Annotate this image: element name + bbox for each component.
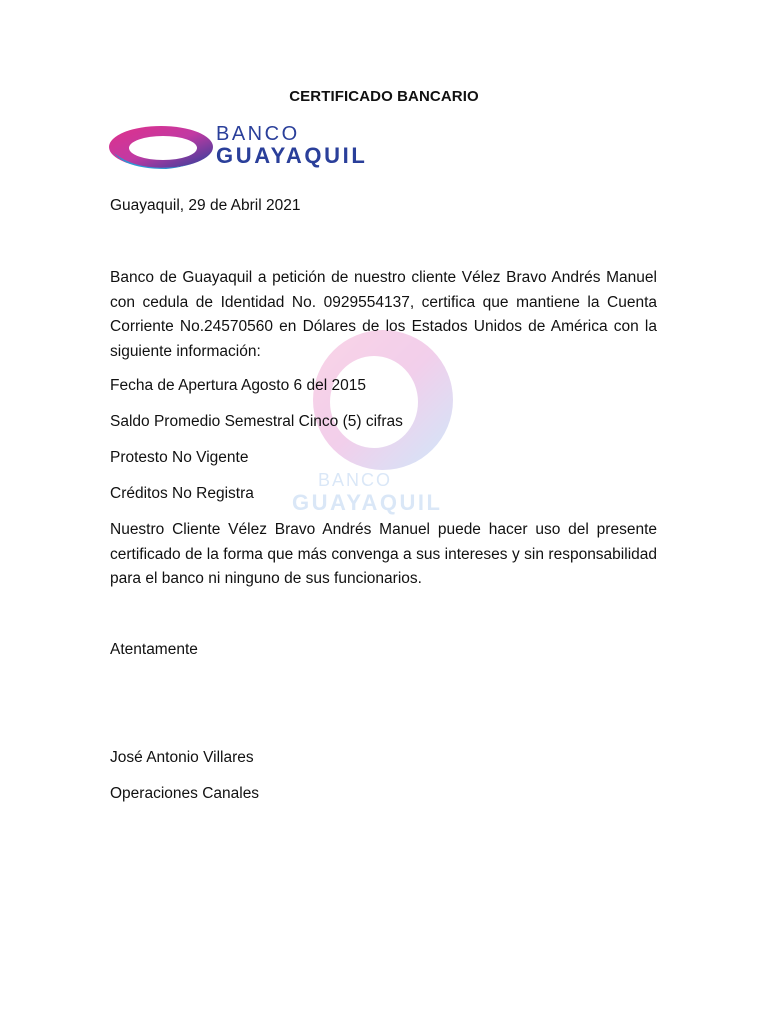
page-title: CERTIFICADO BANCARIO [289,88,479,105]
signatory-role: Operaciones Canales [110,785,260,802]
bank-logo-ring-icon [106,123,216,173]
detail-opening-date: Fecha de Apertura Agosto 6 del 2015 [110,377,366,394]
bank-logo-text-line2: GUAYAQUIL [216,143,368,168]
detail-protest: Protesto No Vigente [110,449,249,466]
bank-logo-text-line1: BANCO [216,123,300,145]
watermark-text-line2: GUAYAQUIL [292,490,443,515]
detail-credits: Créditos No Registra [110,485,254,502]
closing-salutation: Atentamente [110,641,198,658]
certificate-paragraph: Banco de Guayaquil a petición de nuestro cliente Vélez Bravo Andrés Manuel con cedula de Identidad No. 0929554137, certifica que mantiene la Cuenta Corriente No.24570560 en Dólares de los Estados Unidos de América con la siguiente información: [110,269,657,360]
usage-paragraph: Nuestro Cliente Vélez Bravo Andrés Manuel puede hacer uso del presente certificado de la forma que más convenga a sus intereses y sin responsabilidad para el banco ni ninguno de sus funcionarios. [110,521,657,587]
signatory-name: José Antonio Villares [110,749,254,766]
date-line: Guayaquil, 29 de Abril 2021 [110,197,301,214]
detail-average-balance: Saldo Promedio Semestral Cinco (5) cifras [110,413,403,430]
bank-logo [106,123,436,173]
watermark-text-line1: BANCO [318,470,393,490]
